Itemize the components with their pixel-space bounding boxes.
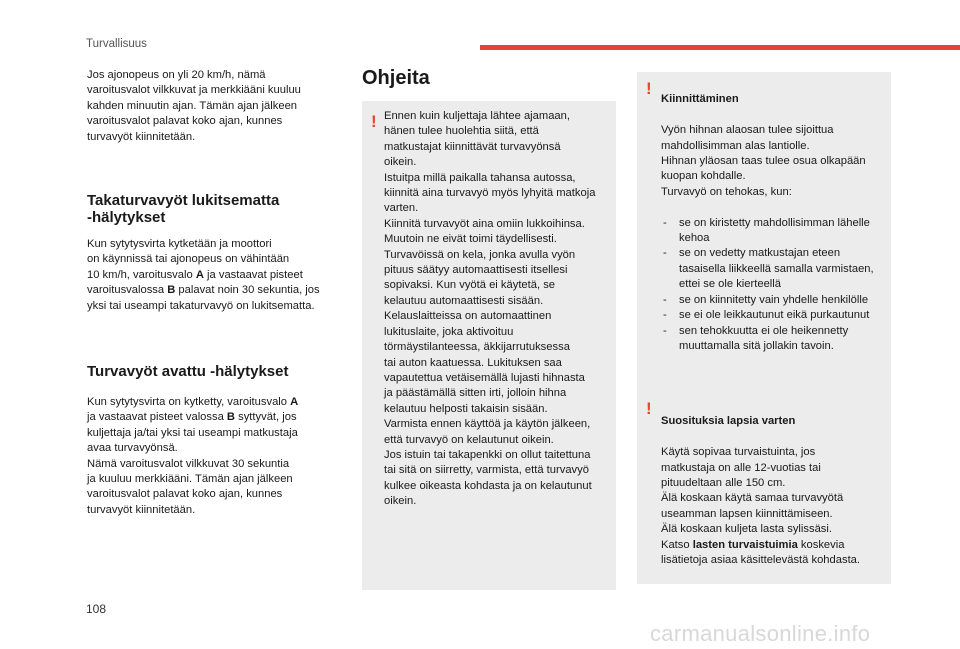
guidance-text: Ennen kuin kuljettaja lähtee ajamaan, hänen tulee huolehtia siitä, että matkustajat kiinnittävät turvavyönsä oikein. Istuitpa millä paikalla tahansa autossa, kiinnitä aina turvavyö myös lyhyitä matkoja varten. Kiinnitä turvavyöt aina omiin lukkoihinsa. Muutoin ne eivät toimi täydellisesti. Turvavöissä on kela, jonka avulla vyön pituus säätyy automaattisesti itsellesi sopivaksi. Kun vyötä ei käytetä, se kelautuu automaattisesti sisään. Kelauslaitteissa on automaattinen lukituslaite, joka aktivoituu törmäystilanteessa, äkkijarrutuksessa tai auton kaatuessa. Lukituksen saa vapautettua vetäisemällä lujasti hihnasta ja päästämällä sitten irti, jolloin hihna kelautuu helposti takaisin sisään. Varmista ennen käyttöä ja käytön jälkeen, että turvavyö on kelautunut oikein. Jos istuin tai takapenkki on ollut taitettuna tai sitä on siirretty, varmista, että turvavyö kulkee oikeasta kohdasta ja on kelautunut oikein. (384, 110, 596, 508)
warning-exclamation-icon: ! (646, 79, 652, 98)
text-run: Käytä sopivaa turvaistuinta, jos matkustaja on alle 12-vuotias tai pituudeltaan alle 150 cm. Älä koskaan käytä samaa turvavyötä useamman lapsen kiinnittämiseen. Älä koskaan kuljeta lasta sylissäsi. Katso (661, 446, 844, 551)
bold-letter-b: B (226, 411, 236, 424)
text-run: syttyvät, jos kuljettaja ja/tai yksi tai useampi matkustaja avaa turvavyönsä. Nämä varoitusvalot vilkkuvat 30 sekuntia ja kuuluu merkkiääni. Tämän ajan jälkeen varoitusvalot palavat koko ajan, kunnes turvavyöt kiinnitetään. (87, 411, 298, 516)
list-item: - se on vedetty matkustajan eteen tasaisella liikkeellä samalla varmistaen, ettei se ole kierteellä (661, 246, 889, 292)
list-item: - se ei ole leikkautunut eikä purkautunut (661, 308, 889, 323)
child-advice-content (661, 399, 889, 584)
rear-belt-heading: Takaturvavyöt lukitsematta -hälytykset (87, 192, 280, 226)
bold-letter-a: A (290, 396, 299, 408)
child-advice-text (661, 445, 889, 568)
text-run: Kun sytytysvirta kytketään ja moottori on käynnissä tai ajonopeus on vähintään 10 km/h, varoitusvalo (87, 238, 290, 281)
section-label: Turvallisuus (86, 38, 147, 50)
page-number: 108 (86, 602, 107, 616)
fastening-list (661, 216, 889, 355)
fastening-title: Kiinnittäminen (661, 93, 739, 106)
ohjeita-title: Ohjeita (362, 67, 430, 89)
text-run: palavat noin 30 sekuntia, jos yksi tai useampi takaturvavyö on lukitsematta. (87, 284, 320, 312)
list-item: - sen tehokkuutta ei ole heikennetty muuttamalla sitä jollakin tavoin. (661, 324, 889, 355)
fastening-box (637, 72, 891, 382)
warning-exclamation-icon: ! (646, 399, 652, 418)
text-run: Kun sytytysvirta on kytketty, varoitusvalo (87, 396, 291, 408)
text-run: ja vastaavat pisteet valossa (87, 411, 224, 424)
header-accent-bar (480, 45, 960, 50)
child-advice-title: Suosituksia lapsia varten (661, 415, 796, 428)
list-item: - se on kiinnitetty vain yhdelle henkilölle (661, 293, 889, 308)
fastening-content (661, 77, 889, 370)
unbuckled-heading: Turvavyöt avattu -hälytykset (87, 363, 289, 380)
guidance-box (362, 101, 616, 590)
unbuckled-paragraph (87, 395, 347, 518)
bold-letter-a: A (195, 268, 204, 281)
fastening-text: Vyön hihnan alaosan tulee sijoittua mahdollisimman alas lantiolle. Hihnan yläosan taas tulee osua olkapään kuopan kohdalle. Turvavyö on tehokas, kun: (661, 124, 866, 198)
watermark: carmanualsonline.info (650, 621, 871, 646)
text-run: ja vastaavat pisteet varoitusvalossa (87, 268, 303, 297)
warning-exclamation-icon: ! (371, 112, 377, 131)
child-advice-box (637, 382, 891, 584)
rear-belt-paragraph (87, 237, 352, 314)
intro-paragraph: Jos ajonopeus on yli 20 km/h, nämä varoitusvalot vilkkuvat ja merkkiääni kuuluu kahden minuutin ajan. Tämän ajan jälkeen varoitusvalot palavat koko ajan, kunnes turvavyöt kiinnitetään. (87, 69, 301, 143)
child-seat-reference: lasten turvaistuimia (692, 538, 798, 551)
text-run: koskevia lisätietoja asiaa käsittelevästä kohdasta. (661, 538, 861, 567)
bold-letter-b: B (167, 284, 176, 297)
list-item: - se on kiristetty mahdollisimman lähelle kehoa (661, 216, 889, 247)
